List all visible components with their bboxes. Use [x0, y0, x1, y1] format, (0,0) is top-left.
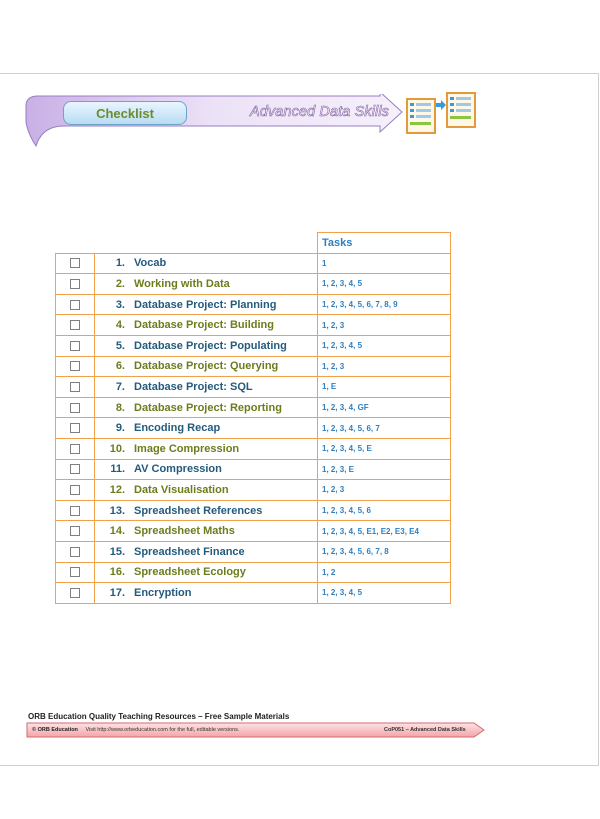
row-title: Encryption	[134, 586, 192, 599]
row-title: Spreadsheet Ecology	[134, 566, 246, 579]
row-checkbox[interactable]	[70, 526, 80, 536]
arrow-right-icon	[436, 100, 446, 110]
row-number: 5.	[115, 339, 125, 352]
table-row	[56, 541, 451, 562]
row-title: Encoding Recap	[134, 422, 221, 435]
row-number: 13.	[109, 504, 125, 517]
row-tasks: 1, 2, 3, 4, 5	[318, 335, 451, 356]
table-row	[56, 500, 451, 521]
row-number: 2.	[115, 277, 125, 290]
table-row	[56, 562, 451, 583]
footer-title: ORB Education Quality Teaching Resources – Free Sample Materials	[28, 712, 290, 721]
row-title: Spreadsheet References	[134, 504, 263, 517]
table-row	[56, 294, 451, 315]
row-tasks: 1, 2, 3, 4, 5	[318, 274, 451, 295]
footer-left	[32, 727, 239, 733]
row-number: 6.	[115, 360, 125, 373]
row-checkbox[interactable]	[70, 403, 80, 413]
row-tasks: 1, 2, 3, 4, 5, E1, E2, E3, E4	[318, 521, 451, 542]
table-row	[56, 315, 451, 336]
checklist-table	[55, 232, 451, 604]
table-row	[56, 253, 451, 274]
table-row	[56, 480, 451, 501]
footer-code: CoP051 – Advanced Data Skills	[384, 727, 466, 733]
row-checkbox[interactable]	[70, 506, 80, 516]
row-title: AV Compression	[134, 463, 222, 476]
table-row	[56, 438, 451, 459]
row-number: 8.	[115, 401, 125, 414]
row-checkbox[interactable]	[70, 361, 80, 371]
table-row	[56, 459, 451, 480]
row-tasks: 1, 2, 3	[318, 356, 451, 377]
row-title: Database Project: Building	[134, 319, 274, 332]
row-tasks: 1, 2, 3, 4, 5, 6, 7, 8, 9	[318, 294, 451, 315]
footer-copyright: © ORB Education	[32, 727, 78, 733]
row-title: Vocab	[134, 257, 167, 270]
row-number: 7.	[115, 380, 125, 393]
row-checkbox[interactable]	[70, 444, 80, 454]
row-title: Data Visualisation	[134, 483, 229, 496]
row-checkbox[interactable]	[70, 464, 80, 474]
row-title: Database Project: Planning	[134, 298, 277, 311]
tasks-header: Tasks	[322, 236, 353, 249]
row-checkbox[interactable]	[70, 341, 80, 351]
row-tasks: 1, 2, 3, 4, 5, E	[318, 438, 451, 459]
footer-visit-link[interactable]: Visit http://www.orbeducation.com for the full, editable versions.	[85, 727, 240, 733]
row-title: Spreadsheet Finance	[134, 545, 245, 558]
row-tasks: 1, 2, 3, 4, GF	[318, 397, 451, 418]
row-number: 10.	[109, 442, 125, 455]
row-title: Database Project: Populating	[134, 339, 287, 352]
page-title: Advanced Data Skills	[250, 104, 390, 120]
row-number: 3.	[115, 298, 125, 311]
row-checkbox[interactable]	[70, 258, 80, 268]
table-row	[56, 356, 451, 377]
row-title: Spreadsheet Maths	[134, 525, 235, 538]
row-tasks: 1, 2, 3	[318, 315, 451, 336]
row-tasks: 1	[318, 253, 451, 274]
row-tasks: 1, 2, 3, 4, 5	[318, 583, 451, 604]
checklist-label: Checklist	[63, 101, 187, 125]
row-checkbox[interactable]	[70, 547, 80, 557]
row-checkbox[interactable]	[70, 423, 80, 433]
row-tasks: 1, 2, 3	[318, 480, 451, 501]
row-checkbox[interactable]	[70, 320, 80, 330]
table-row	[56, 274, 451, 295]
row-tasks: 1, 2, 3, 4, 5, 6, 7, 8	[318, 541, 451, 562]
row-checkbox[interactable]	[70, 300, 80, 310]
row-checkbox[interactable]	[70, 567, 80, 577]
row-number: 4.	[115, 319, 125, 332]
row-checkbox[interactable]	[70, 382, 80, 392]
row-tasks: 1, 2, 3, 4, 5, 6, 7	[318, 418, 451, 439]
row-checkbox[interactable]	[70, 279, 80, 289]
table-row	[56, 335, 451, 356]
document-list-icon	[406, 98, 436, 134]
row-number: 12.	[109, 483, 125, 496]
table-row	[56, 377, 451, 398]
row-number: 1.	[115, 257, 125, 270]
document-list-icon	[446, 92, 476, 128]
row-number: 15.	[109, 545, 125, 558]
row-number: 14.	[109, 525, 125, 538]
row-title: Database Project: SQL	[134, 380, 253, 393]
row-tasks: 1, 2	[318, 562, 451, 583]
row-checkbox[interactable]	[70, 588, 80, 598]
row-number: 11.	[110, 463, 125, 476]
row-title: Database Project: Querying	[134, 360, 279, 373]
row-tasks: 1, 2, 3, E	[318, 459, 451, 480]
row-number: 9.	[115, 422, 125, 435]
table-row	[56, 418, 451, 439]
row-title: Image Compression	[134, 442, 240, 455]
row-checkbox[interactable]	[70, 485, 80, 495]
table-row	[56, 397, 451, 418]
row-number: 17.	[109, 586, 125, 599]
row-title: Working with Data	[134, 277, 230, 290]
row-title: Database Project: Reporting	[134, 401, 282, 414]
row-number: 16.	[109, 566, 125, 579]
row-tasks: 1, E	[318, 377, 451, 398]
row-tasks: 1, 2, 3, 4, 5, 6	[318, 500, 451, 521]
table-row	[56, 583, 451, 604]
table-header-row	[56, 233, 451, 254]
table-row	[56, 521, 451, 542]
